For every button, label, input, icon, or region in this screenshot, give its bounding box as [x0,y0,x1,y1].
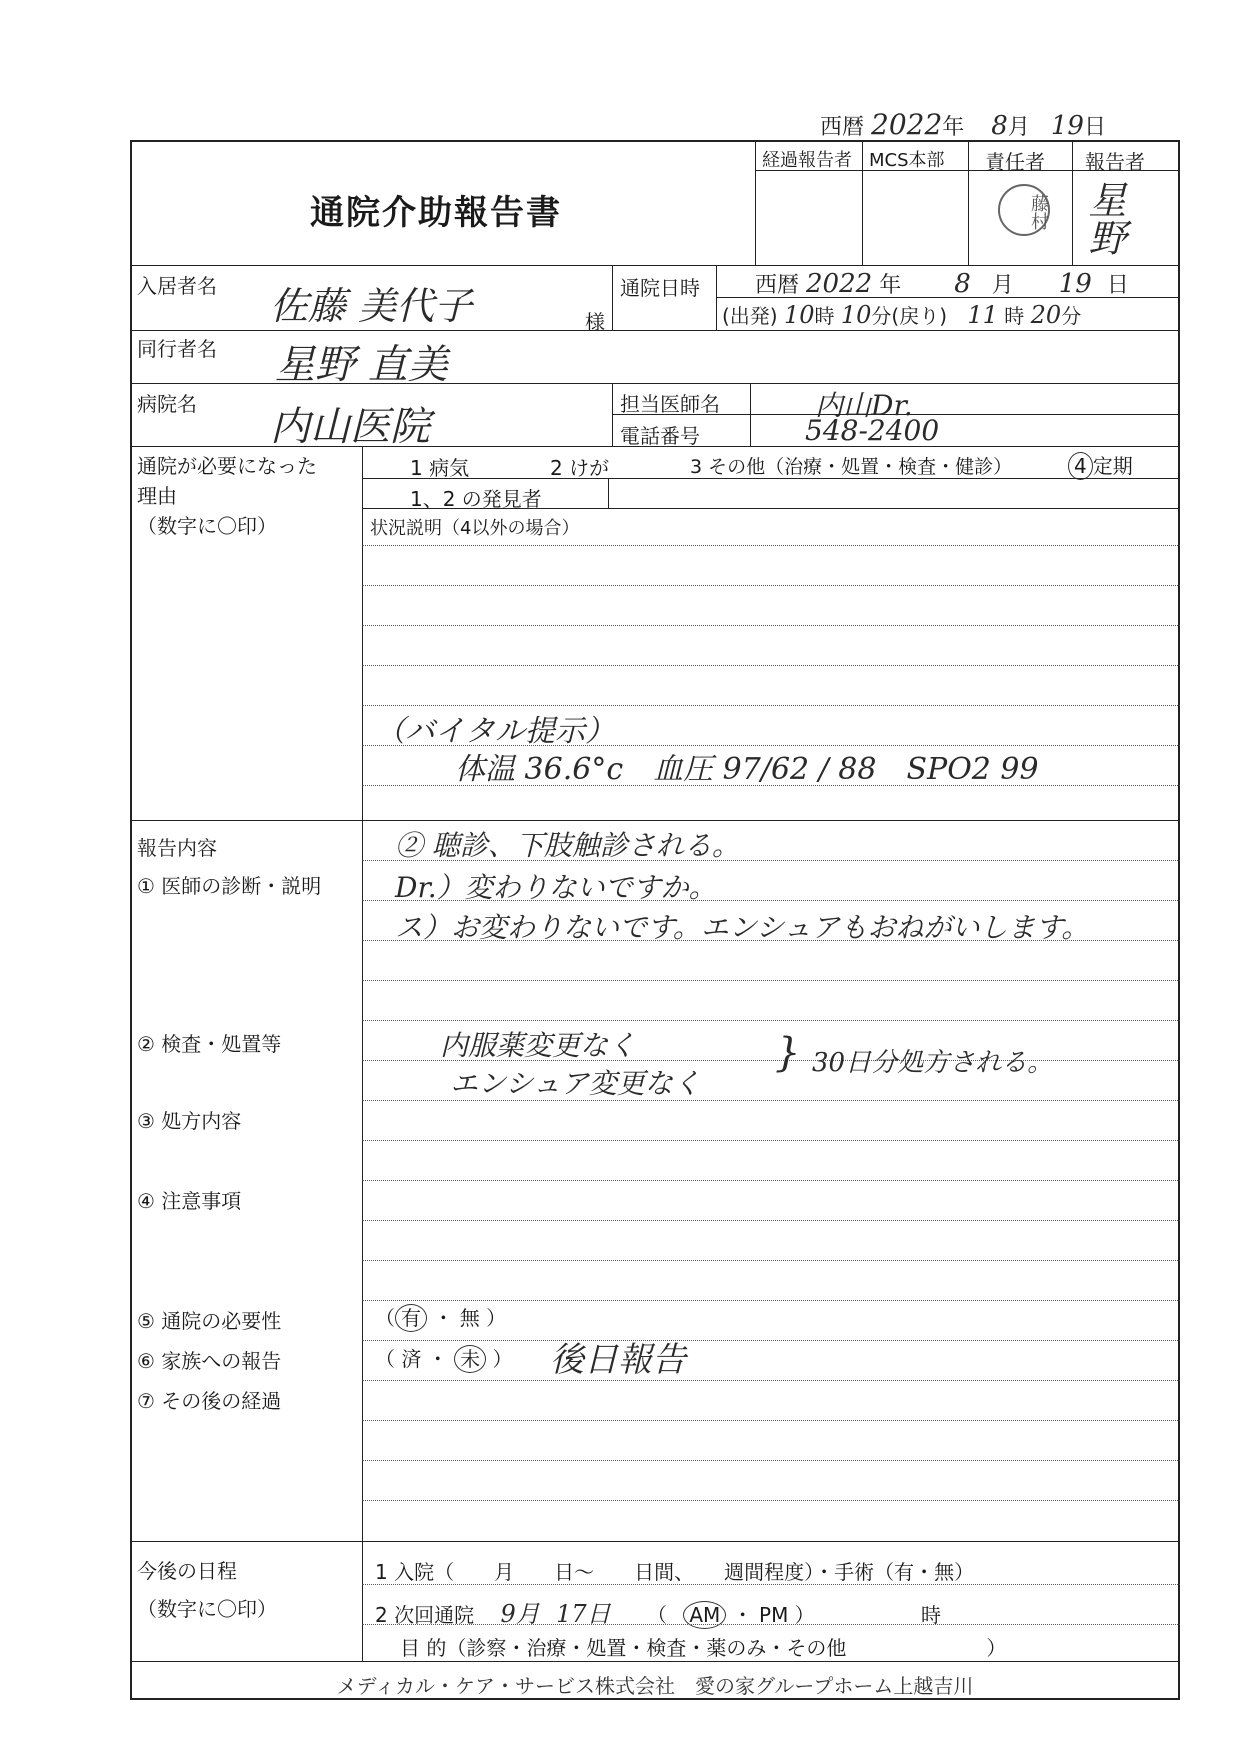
schedule-hospitalization: 1 入院（ 月 日～ 日間、 週間程度）・手術（有・無） [375,1560,975,1584]
report-item-family: ⑥ 家族への報告 [137,1349,282,1373]
depart-minute: 10 [840,301,872,329]
report-item-diagnosis: ① 医師の診断・説明 [137,874,322,898]
prescription-line-1: 内服薬変更なく [440,1029,637,1062]
diagnosis-line-3: ス）お変わりないです。エンシュアもおねがいします。 [395,911,1090,944]
schedule-purpose: 目 的（診察・治療・処置・検査・薬のみ・その他 ） [400,1636,1007,1660]
visit-day-unit: 日 [1106,273,1129,298]
report-item-tests: ② 検査・処置等 [137,1032,282,1056]
reason-option-regular-label: 定期 [1092,454,1133,478]
doctor-label: 担当医師名 [620,392,720,416]
companion-label: 同行者名 [137,337,217,361]
family-paren-open: （ 済 ・ [375,1347,448,1371]
reason-option-other: 3 その他（治療・処置・検査・健診） [690,456,1013,478]
family-options [375,1343,512,1373]
schedule-label-line2: （数字に〇印） [137,1597,277,1621]
necessity-paren-open: （ [375,1306,395,1330]
reason-option-illness: 1 病気 [410,456,470,480]
report-label: 報告内容 [137,836,217,860]
visit-times [722,300,1081,329]
prescription-line-3: 30日分処方される。 [812,1048,1054,1078]
situation-label: 状況説明（4以外の場合） [370,518,580,539]
family-note: 後日報告 [550,1340,686,1380]
footer-company: メディカル・ケア・サービス株式会社 愛の家グループホーム上越吉川 [336,1674,974,1698]
visit-date [755,268,1129,299]
companion-name: 星野 直美 [275,342,448,388]
visit-datetime-label: 通院日時 [620,276,700,300]
depart-label: (出発) [722,304,778,328]
return-hour: 11 [967,301,998,329]
visit-month-unit: 月 [991,273,1014,298]
diagnosis-line-1: ② 聴診、下肢触診される。 [395,829,740,862]
visit-year: 2022 [806,269,873,299]
resident-name: 佐藤 美代子 [270,284,473,328]
visit-day: 19 [1058,269,1092,299]
reason-label-line3: （数字に〇印） [137,514,277,538]
reason-label-line2: 理由 [137,484,177,508]
necessity-options [375,1302,506,1332]
return-hour-unit: 時 [1004,304,1025,328]
next-visit-pm: ・ PM ） [732,1603,815,1627]
necessity-selected-yes: 有 [395,1304,427,1332]
next-visit-month: 9月 [500,1600,540,1628]
date-year-unit: 年 [942,115,965,140]
family-paren-close: ） [492,1347,513,1371]
report-item-prescription: ③ 処方内容 [137,1109,242,1133]
return-minute: 20 [1030,301,1062,329]
phone-number: 548-2400 [805,414,940,447]
depart-hour-unit: 時 [814,304,835,328]
approval-col-manager: 責任者 [985,150,1045,174]
brace-icon: } [775,1030,801,1076]
family-selected-not-yet: 未 [454,1345,486,1373]
report-item-cautions: ④ 注意事項 [137,1189,242,1213]
date-month: 8 [991,111,1008,141]
resident-label: 入居者名 [137,274,217,298]
vital-values: 体温 36.6°c 血圧 97/62 / 88 SPO2 99 [455,752,1039,787]
visit-era: 西暦 [755,273,800,298]
page-title: 通院介助報告書 [310,193,562,233]
depart-hour: 10 [783,301,815,329]
date-month-unit: 月 [1007,115,1030,140]
return-label: 分(戻り) [871,304,948,328]
return-minute-unit: 分 [1061,304,1082,328]
next-visit-hour: 時 [921,1603,942,1627]
doctor-name: 内山Dr. [815,389,913,422]
hospital-name: 内山医院 [270,404,430,450]
reason-option-regular-number: 4 [1068,452,1093,480]
approval-col-progress: 経過報告者 [762,150,852,171]
diagnosis-line-2: Dr.）変わりないですか。 [395,871,717,904]
resident-suffix: 様 [585,310,605,334]
manager-seal: 藤村 [998,184,1050,236]
necessity-rest: ・ 無 ） [433,1306,507,1330]
next-visit-day: 17日 [556,1600,611,1628]
date-day-unit: 日 [1083,115,1106,140]
next-visit-paren: （ [647,1603,667,1627]
report-item-necessity: ⑤ 通院の必要性 [137,1309,282,1333]
approval-col-mcs: MCS本部 [869,150,945,171]
finder-label: 1、2 の発見者 [410,487,542,511]
visit-month: 8 [954,269,971,299]
approval-col-reporter: 報告者 [1085,150,1145,174]
schedule-label-line1: 今後の日程 [137,1559,237,1583]
vital-title: （バイタル提示） [375,714,615,749]
date-era: 西暦 [820,115,865,140]
next-visit-label: 2 次回通院 [375,1603,475,1627]
prescription-line-2: エンシュア変更なく [450,1067,701,1100]
date-year: 2022 [871,108,943,141]
visit-year-unit: 年 [879,273,902,298]
next-visit-am-selected: AM [683,1601,726,1629]
reason-label-line1: 通院が必要になった [137,454,317,478]
hospital-label: 病院名 [137,392,197,416]
reason-option-regular [1068,450,1133,480]
date-day: 19 [1050,111,1084,141]
reporter-signature: 星野 [1082,180,1126,256]
report-date [820,108,1106,141]
reason-option-injury: 2 けが [550,456,610,480]
phone-label: 電話番号 [620,424,700,448]
report-item-followup: ⑦ その後の経過 [137,1389,282,1413]
